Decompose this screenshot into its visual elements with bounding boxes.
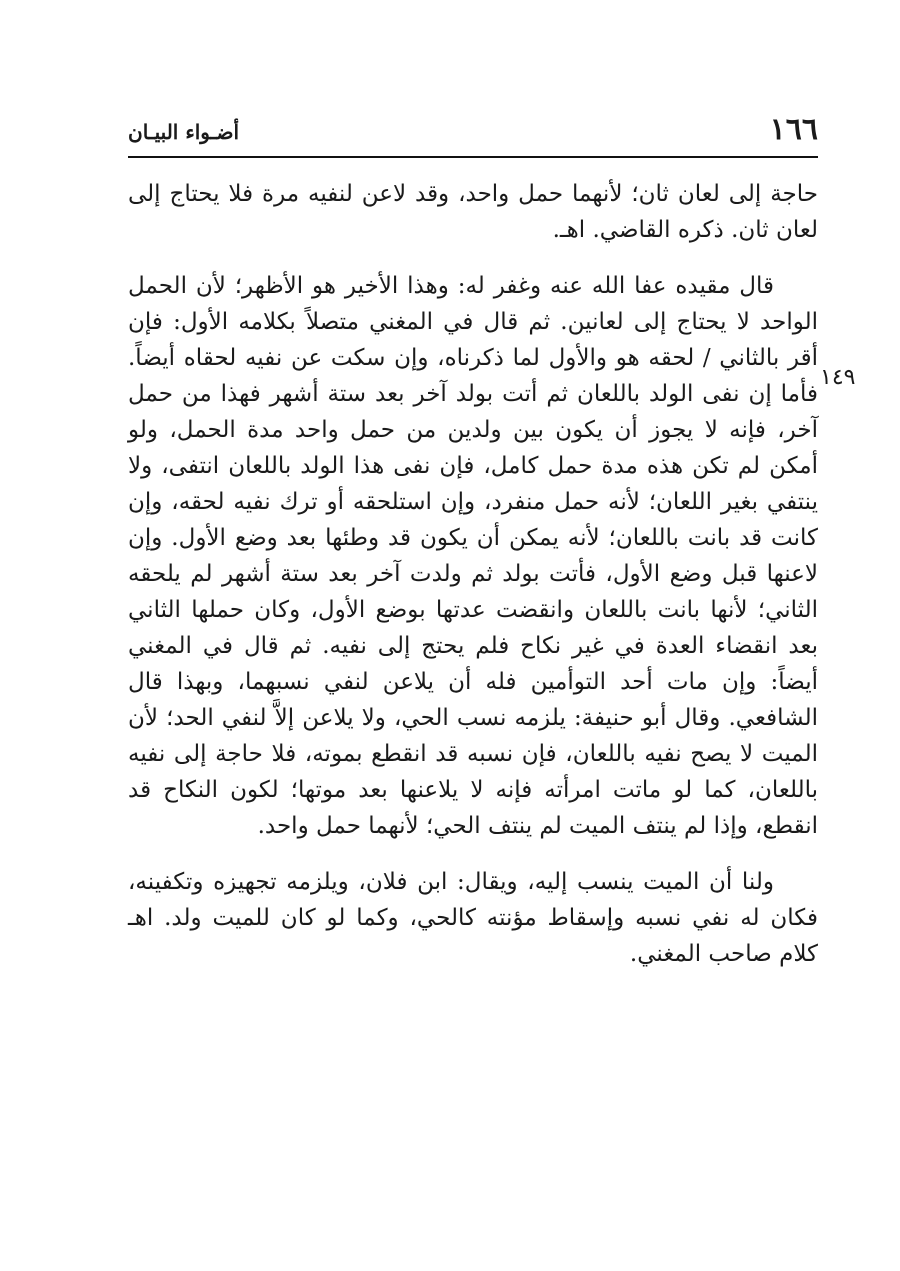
book-title: أضـواء البيـان <box>128 120 240 144</box>
page-number: ١٦٦ <box>769 112 818 147</box>
page-header <box>128 112 818 158</box>
paragraph-argument: ولنا أن الميت ينسب إليه، ويقال: ابن فلان، ويلزمه تجهيزه وتكفينه، فكان له نفي نسبه وإسقاط مؤنته كالحي، وكما لو كان للميت ولد. اهـ كلام صاحب المغني. <box>128 869 818 967</box>
paragraph-continuation: حاجة إلى لعان ثان؛ لأنهما حمل واحد، وقد لاعن لنفيه مرة فلا يحتاج إلى لعان ثان. ذكره القاضي. اهـ. <box>128 181 818 243</box>
body-text <box>128 176 818 972</box>
paragraph-commentary: قال مقيده عفا الله عنه وغفر له: وهذا الأخير هو الأظهر؛ لأن الحمل الواحد لا يحتاج إلى لعانين. ثم قال في المغني متصلاً بكلامه الأول: فإن أقر بالثاني / لحقه هو والأول لما ذكرناه، وإن سكت عن نفيه لحقاه أيضاً. فأما إن نفى الولد باللعان ثم أتت بولد آخر بعد ستة أشهر فهذا من حمل آخر، فإنه لا يجوز أن يكون بين ولدين من حمل واحد مدة الحمل، ولو أمكن لم تكن هذه مدة حمل كامل، فإن نفى هذا الولد باللعان انتفى، ولا ينتفي بغير اللعان؛ لأنه حمل منفرد، وإن استلحقه أو ترك نفيه لحقه، وإن كانت قد بانت باللعان؛ لأنه يمكن أن يكون قد وطئها بعد وضع الأول. وإن لاعنها قبل وضع الأول، فأتت بولد ثم ولدت آخر بعد ستة أشهر لم يلحقه الثاني؛ لأنها بانت باللعان وانقضت عدتها بوضع الأول، وكان حملها الثاني بعد انقضاء العدة في غير نكاح فلم يحتج إلى نفيه. ثم قال في المغني أيضاً: وإن مات أحد التوأمين فله أن يلاعن لنفي نسبهما، وبهذا قال الشافعي. وقال أبو حنيفة: يلزمه نسب الحي، ولا يلاعن إلاَّ لنفي الحد؛ لأن الميت لا يصح نفيه باللعان، فإن نسبه قد انقطع بموته، فلا حاجة إلى نفيه باللعان، كما لو ماتت امرأته فإنه لا يلاعنها بعد موتها؛ لكون النكاح قد انقطع، وإذا لم ينتف الميت لم ينتف الحي؛ لأنهما حمل واحد. <box>128 273 818 839</box>
margin-page-reference: ١٤٩ <box>820 365 856 390</box>
